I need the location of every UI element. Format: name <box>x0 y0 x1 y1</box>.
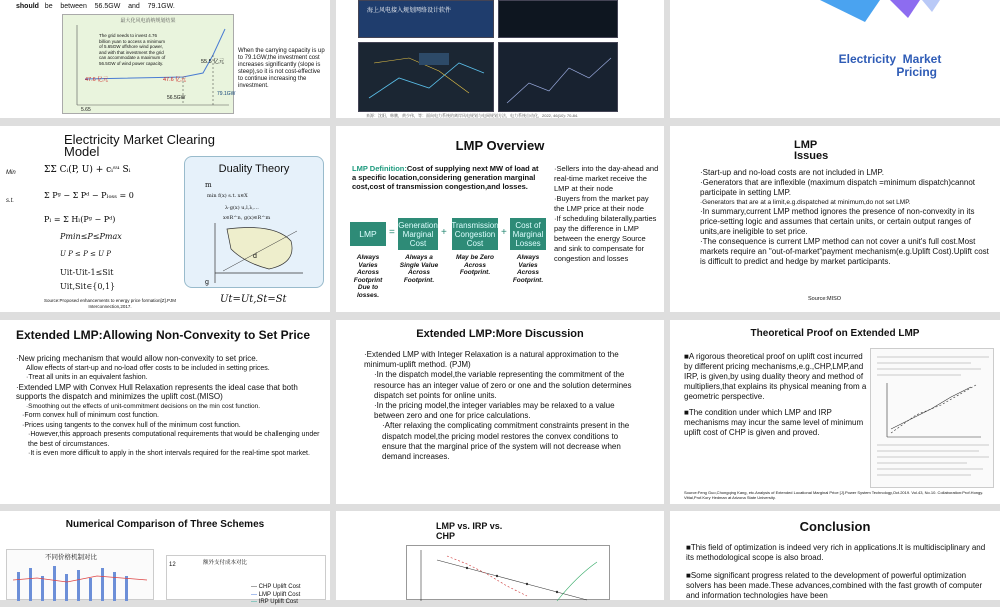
issue-5: ·The consequence is current LMP method can not cover a unit's full cost.Most markets require an "out-of-market"payment mechanism(e.g.Uplift Cost).Uplift cost is difficult to predict and hedge by market participants. <box>700 237 989 266</box>
line-2: Allow effects of start-up and no-load offer costs to be included in setting prices. <box>26 364 270 372</box>
slide-market-pricing-title[interactable] <box>670 0 1000 118</box>
software-screen-3 <box>358 42 494 112</box>
line-7: ·Prices using tangents to the convex hull of the minimum cost function. <box>22 421 241 429</box>
label-c: 55.5 亿元 <box>201 59 225 65</box>
duality-m: m <box>205 181 212 189</box>
network-map-icon <box>359 43 495 113</box>
duality-d: d <box>253 253 257 260</box>
label-e: 56.5GW <box>167 95 186 101</box>
paper-figure-icon <box>871 349 995 489</box>
line-9: ·It is even more difficult to apply in the short intervals required for the real-time spot market. <box>28 450 310 457</box>
line-8: ·However,this approach presents computational requirements that would be challenging under the best of circumstances. <box>28 431 320 448</box>
software-header: 海上风电接入规划网络设计软件 <box>367 8 452 14</box>
slide-title: LMP Issues <box>794 139 829 162</box>
software-screen-2 <box>498 0 618 38</box>
uplift-cost-chart <box>166 555 326 605</box>
chart2-legend <box>251 584 301 607</box>
slide-extended-lmp-nonconvex[interactable] <box>0 320 330 504</box>
price-comparison-chart <box>6 549 154 600</box>
chart2-ytick: 12 <box>169 562 176 568</box>
legend-irp: — IRP Uplift Cost <box>251 599 298 605</box>
op-equals: = <box>389 227 395 238</box>
slide-title: Conclusion <box>799 519 871 534</box>
slide-lmp-issues[interactable] <box>670 126 1000 312</box>
result-equation: Ut=Ut,St=St <box>220 294 287 305</box>
note-generation: Always a Single Value Across Footprint. <box>399 254 439 284</box>
duality-eq3: x∈R^n, g(x)∈R^m <box>223 215 271 221</box>
paper-excerpt <box>870 348 994 488</box>
line-1: ·Extended LMP with Integer Relaxation is a natural approximation to the minimum-uplift method. (PJM) <box>364 350 619 370</box>
line-3: ·In the pricing model,the integer variables may be relaxed to a value between zero and one for price calculations. <box>374 401 615 421</box>
issue-3: ·Generators that are at a limit,e.g.dispatched at minimum,do not set LMP. <box>700 199 911 206</box>
duality-title: Duality Theory <box>218 163 290 175</box>
eq-binary: Uit,Sit∈{0,1} <box>60 282 116 291</box>
duality-eq2: λ·g(x) u,l,λ,... <box>225 205 259 211</box>
flow-box-generation: Generation Marginal Cost <box>398 218 438 250</box>
eq-uit: Uit-Uit-1≤Sit <box>60 268 114 277</box>
nonconvex-bullets <box>16 354 326 459</box>
slide-title: Theoretical Proof on Extended LMP <box>750 328 920 339</box>
top-text: should be between 56.5GW and 79.1GW. <box>16 3 175 10</box>
flow-box-congestion: Transmission Congestion Cost <box>452 218 498 250</box>
proof-para-1: ■A rigorous theoretical proof on uplift cost incurred by different pricing mechanisms,e.g.,CHP,LMP,and IRP, is given,by using duality theory and method of multipliers,that explains its physical meaning from a geometric perspective. <box>684 352 867 401</box>
bullet-bilateral: ·If scheduling bilaterally,parties pay the difference in LMP between the energy Source and sink to compensate for congestion and losses <box>554 214 657 263</box>
chart2-title: 额外支付成本对比 <box>203 560 248 566</box>
slide-title: Electricity Market Clearing Model <box>64 132 215 159</box>
label-a: 47.6 亿元 <box>85 77 109 83</box>
source-note: Source:MISO <box>808 296 842 302</box>
proof-text <box>684 352 870 438</box>
slide-conclusion[interactable] <box>670 511 1000 600</box>
plot-icon <box>499 43 619 113</box>
slide-title: LMP vs. IRP vs. CHP <box>436 521 503 541</box>
slide-theoretical-proof[interactable] <box>670 320 1000 504</box>
conclusion-para-1: ■This field of optimization is indeed very rich in applications.It is multidisciplinary and its methodological scope is also broad. <box>686 543 986 562</box>
slide-title: Extended LMP:Allowing Non-Convexity to Set Price <box>16 328 311 342</box>
software-screen-4 <box>498 42 618 112</box>
lmp-definition: LMP Definition:Cost of supplying next MW of load at a specific location,considering generation marginal cost,cost of transmission congestion,and losses. <box>352 164 539 191</box>
slide-lmp-overview[interactable] <box>336 126 664 312</box>
duality-eq1: min f(x) s.t. x∈X <box>207 193 248 199</box>
note-losses: Always Varies Across Footprint. <box>512 254 544 284</box>
bullet-buyers: ·Buyers from the market pay the LMP price at their node <box>554 194 649 213</box>
proof-para-2: ■The condition under which LMP and IRP mechanisms may incur the same level of minimum uplift cost of CHP is given and proved. <box>684 408 864 437</box>
line-2: ·In the dispatch model,the variable representing the commitment of the resource has an integer value of zero or one and the solution determines dispatch set points for online units. <box>374 370 632 400</box>
slide-title: LMP Overview <box>455 138 545 153</box>
svg-text:Σ Pᵍ − Σ Pᵈ − Pₗₒₛₛ = 0: Σ Pᵍ − Σ Pᵈ − Pₗₒₛₛ = 0 <box>44 191 134 200</box>
comparison-figure <box>406 545 610 600</box>
duality-g: g <box>205 279 209 286</box>
line-1: ·New pricing mechanism that would allow non-convexity to set price. <box>16 354 258 363</box>
decorative-shapes-icon <box>820 0 940 26</box>
side-note: When the carrying capacity is up to 79.1GW,the investment cost increases significantly (slope is steep),so it is not cost-effective to continue increasing the investment. <box>238 48 325 89</box>
label-d: 79.1GW <box>217 91 236 97</box>
legend-lmp: — LMP Uplift Cost <box>251 591 301 598</box>
eq-umax: U P ≤ P ≤ U P <box>60 250 112 258</box>
slide-lmp-irp-chp[interactable] <box>336 511 664 600</box>
min-label: Min <box>6 170 16 176</box>
cost-curves-icon <box>407 546 611 601</box>
lmp-bullets <box>554 164 660 264</box>
slide-software-screens[interactable] <box>336 0 664 118</box>
flow-box-losses: Cost of Marginal Losses <box>510 218 546 250</box>
slide-title: Numerical Comparison of Three Schemes <box>65 519 265 530</box>
source-caption: 来源：沈阳，韩鹏，黄少伟，等：面向电力系统的离岸风电规划与电网规划方法，电力系统自动化，2022, 46(10): 70-84. <box>366 113 579 118</box>
flow-box-lmp: LMP <box>350 222 386 246</box>
slide-numerical-comparison[interactable] <box>0 511 330 605</box>
chart1-title: 不同价格机制对比 <box>45 553 97 561</box>
issues-bullets <box>700 168 990 267</box>
op-plus-2: + <box>501 227 507 238</box>
op-plus-1: + <box>441 227 447 238</box>
note-congestion: May be Zero Across Footprint. <box>456 254 494 276</box>
source-note: Source:Proposed enhancements to energy price formation[Z].PJM Interconnection,2017. <box>43 298 177 309</box>
line-4: ·After relaxing the complicating commitment constraints present in the dispatch model,the pricing model restores the convex conditions to ensure that the marginal price of the system will not decrease when demand increases. <box>382 421 630 462</box>
slide-clearing-model[interactable] <box>0 126 330 312</box>
legend-chp: — CHP Uplift Cost <box>251 584 301 590</box>
slide-extended-lmp-discussion[interactable] <box>336 320 664 504</box>
line-6: ·Form convex hull of minimum cost function. <box>22 412 159 419</box>
issue-2: ·Generators that are inflexible (maximum dispatch =minimum dispatch)cannot participate in setting LMP. <box>700 178 976 197</box>
objective-formulas <box>44 160 164 240</box>
svg-text:Pₗ = Σ Hₗ(Pᵍ − Pᵈ): Pₗ = Σ Hₗ(Pᵍ − Pᵈ) <box>44 215 116 224</box>
label-f: 5.65 <box>81 107 91 113</box>
line-4: ·Extended LMP with Convex Hull Relaxation represents the ideal case that both supports the dispatch and minimizes the uplift cost.(MISO) <box>16 382 298 401</box>
eq-pmin: Pmin≤P≤Pmax <box>60 232 122 241</box>
svg-text:ΣΣ Cᵢ(P, U) + cᵢˢᵘ Sᵢ: ΣΣ Cᵢ(P, U) + cᵢˢᵘ Sᵢ <box>44 165 131 175</box>
capacity-curve <box>63 15 235 115</box>
capacity-chart <box>62 14 234 114</box>
discussion-bullets <box>364 350 642 462</box>
conclusion-text <box>686 543 986 601</box>
note-lmp: Always Varies Across Footprint Due to losses. <box>353 254 383 299</box>
chart-title: 最大化风电消纳规划结果 <box>120 18 176 24</box>
section-title: Electricity Market Pricing <box>838 52 942 79</box>
label-b: 47.6 亿元 <box>163 77 187 83</box>
slide-wind-capacity[interactable] <box>0 0 330 118</box>
slide-title: Extended LMP:More Discussion <box>416 328 584 340</box>
conclusion-para-2: ■Some significant progress related to the development of powerful optimization solvers has been made.These advances,combined with the fast growth of computer and information technologies have been <box>686 571 983 600</box>
duality-box <box>184 156 324 288</box>
chart-description: The grid needs to invest 4.76 billion yuan to access a minimum of 5.65GW offshore wind power, and with that investment the grid can accommodate a maximum of 56.5GW of wind power capacity. <box>99 33 166 66</box>
source-note: Source:Feng Guo,Chongqing Kang, etc.Analysis of Extended Locational Marginal Price [J].Power System Technology,Oct.2019. Vol.43, No.10. Collaboration:Prof.Hongy. Vittal,Prof.Kory Hedman at Arizona State University. <box>684 490 984 500</box>
issue-4: ·In summary,current LMP method ignores the presence of non-convexity in its price-setting logic and assumes that certain units, or certain output ranges of units,are ineligible to set price. <box>700 207 975 236</box>
line-3: ·Treat all units in an equivalent fashion. <box>26 374 148 381</box>
line-5: ·Smoothing out the effects of unit-commitment decisions on the min cost function. <box>26 402 260 410</box>
issue-1: ·Start-up and no-load costs are not included in LMP. <box>700 168 884 177</box>
software-screen-1 <box>358 0 494 38</box>
st-label: s.t. <box>6 198 15 204</box>
bullet-sellers: ·Sellers into the day-ahead and real-time market receive the LMP at their node <box>554 164 659 193</box>
